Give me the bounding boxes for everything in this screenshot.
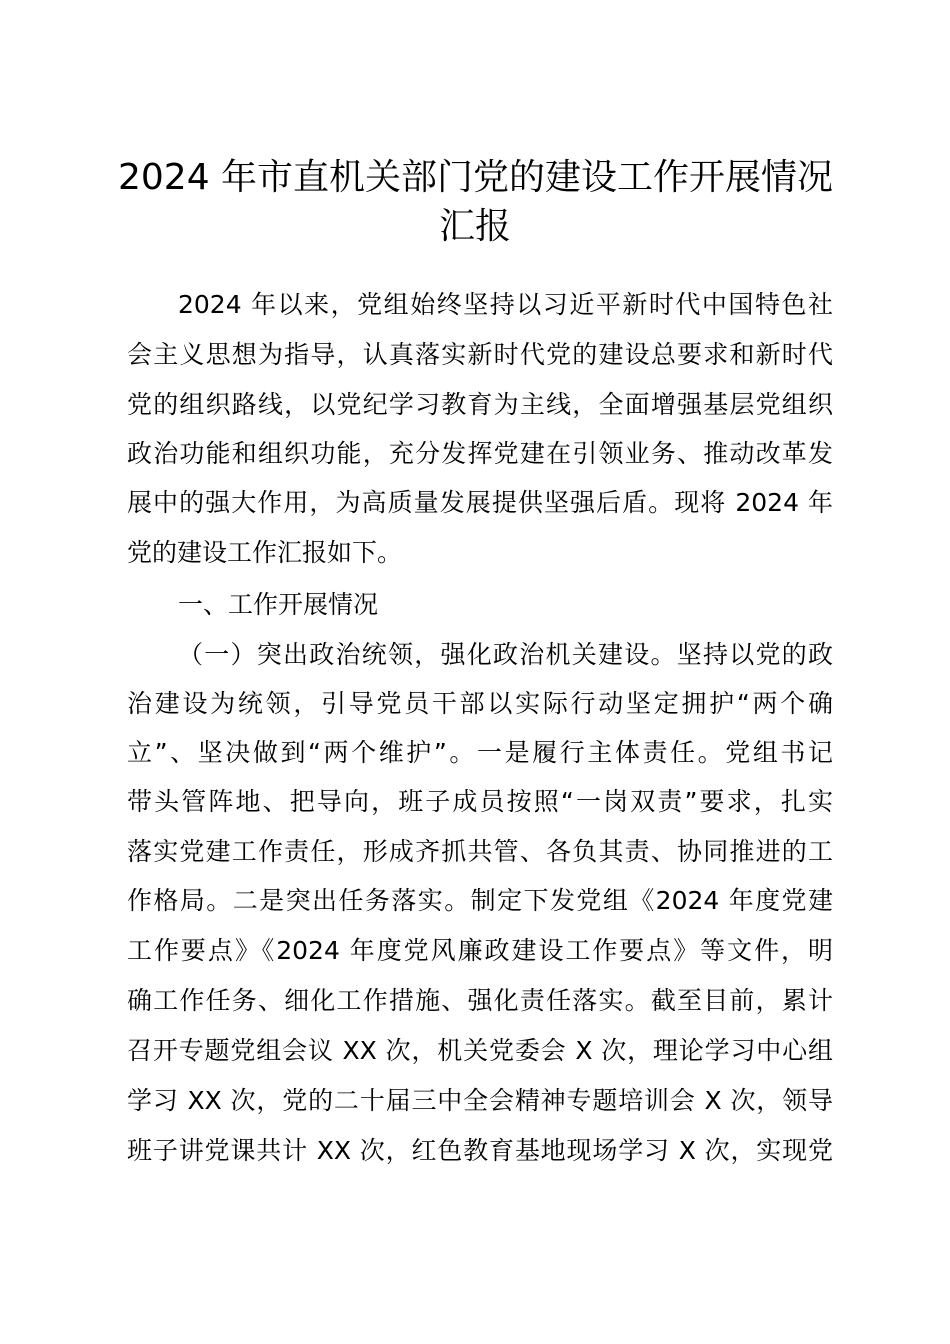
subsection-paragraph-line: 确工作任务、细化工作措施、强化责任落实。截至目前，累计 bbox=[127, 986, 833, 1015]
subsection-paragraph-line: 落实党建工作责任，形成齐抓共管、各负其责、协同推进的工 bbox=[127, 837, 833, 866]
section-heading: 一、工作开展情况 bbox=[178, 590, 379, 619]
intro-paragraph-line: 政治功能和组织功能，充分发挥党建在引领业务、推动改革发 bbox=[127, 439, 833, 468]
intro-paragraph-line: 党的组织路线，以党纪学习教育为主线，全面增强基层党组织 bbox=[127, 390, 833, 419]
subsection-paragraph-line: （一）突出政治统领，强化政治机关建设。坚持以党的政 bbox=[178, 640, 833, 669]
intro-paragraph-line: 会主义思想为指导，认真落实新时代党的建设总要求和新时代 bbox=[127, 340, 833, 369]
subsection-paragraph-line: 带头管阵地、把导向，班子成员按照“一岗双责”要求，扎实 bbox=[127, 787, 833, 816]
subsection-paragraph-line: 召开专题党组会议 XX 次，机关党委会 X 次，理论学习中心组 bbox=[127, 1036, 833, 1065]
subsection-paragraph-line: 班子讲党课共计 XX 次，红色教育基地现场学习 X 次，实现党 bbox=[127, 1136, 833, 1165]
document-title-line-1: 2024 年市直机关部门党的建设工作开展情况 bbox=[118, 157, 834, 198]
intro-paragraph-line: 党的建设工作汇报如下。 bbox=[127, 538, 403, 567]
subsection-paragraph-line: 工作要点》《2024 年度党风廉政建设工作要点》等文件，明 bbox=[127, 936, 833, 965]
subsection-paragraph-line: 学习 XX 次，党的二十届三中全会精神专题培训会 X 次，领导 bbox=[127, 1086, 833, 1115]
subsection-paragraph-line: 立”、坚决做到“两个维护”。一是履行主体责任。党组书记 bbox=[127, 738, 833, 767]
subsection-paragraph-line: 作格局。二是突出任务落实。制定下发党组《2024 年度党建 bbox=[127, 886, 833, 915]
document-title-line-2: 汇报 bbox=[438, 206, 511, 247]
intro-paragraph-line: 展中的强大作用，为高质量发展提供坚强后盾。现将 2024 年 bbox=[127, 488, 833, 517]
intro-paragraph-line: 2024 年以来，党组始终坚持以习近平新时代中国特色社 bbox=[178, 290, 833, 319]
subsection-paragraph-line: 治建设为统领，引导党员干部以实际行动坚定拥护“两个确 bbox=[127, 689, 833, 718]
